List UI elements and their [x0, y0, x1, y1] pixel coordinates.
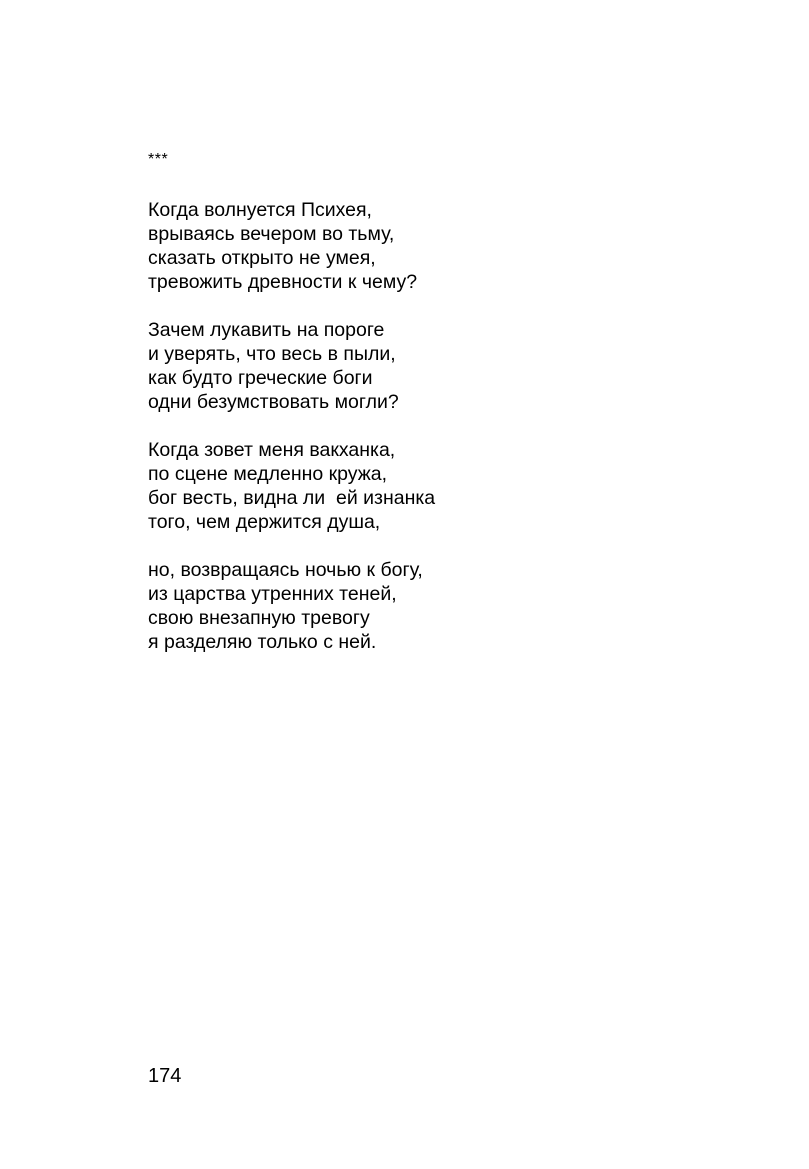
poem-line: сказать открыто не умея,	[148, 247, 376, 269]
poem-line: тревожить древности к чему?	[148, 271, 418, 293]
poem-line: но, возвращаясь ночью к богу,	[148, 559, 423, 581]
poem-separator: ***	[148, 151, 169, 168]
poem-line: и уверять, что весь в пыли,	[148, 343, 396, 365]
poem-line: одни безумствовать могли?	[148, 391, 399, 413]
poem	[148, 198, 768, 678]
stanza-3	[148, 438, 768, 534]
poem-line: я разделяю только с ней.	[148, 631, 377, 653]
poem-line: того, чем держится душа,	[148, 511, 381, 533]
stanza-4	[148, 558, 768, 654]
poem-line: Зачем лукавить на пороге	[148, 319, 385, 341]
poem-line: по сцене медленно кружа,	[148, 463, 388, 485]
stanza-2	[148, 318, 768, 414]
stanza-1	[148, 198, 768, 294]
poem-line: бог весть, видна ли ей изнанка	[148, 487, 436, 509]
page-number: 174	[148, 1065, 182, 1087]
poem-line: врываясь вечером во тьму,	[148, 223, 395, 245]
poem-line: как будто греческие боги	[148, 367, 373, 389]
poem-line: свою внезапную тревогу	[148, 607, 370, 629]
poem-line: из царства утренних теней,	[148, 583, 397, 605]
poem-line: Когда зовет меня вакханка,	[148, 439, 396, 461]
poem-line: Когда волнуется Психея,	[148, 199, 372, 221]
